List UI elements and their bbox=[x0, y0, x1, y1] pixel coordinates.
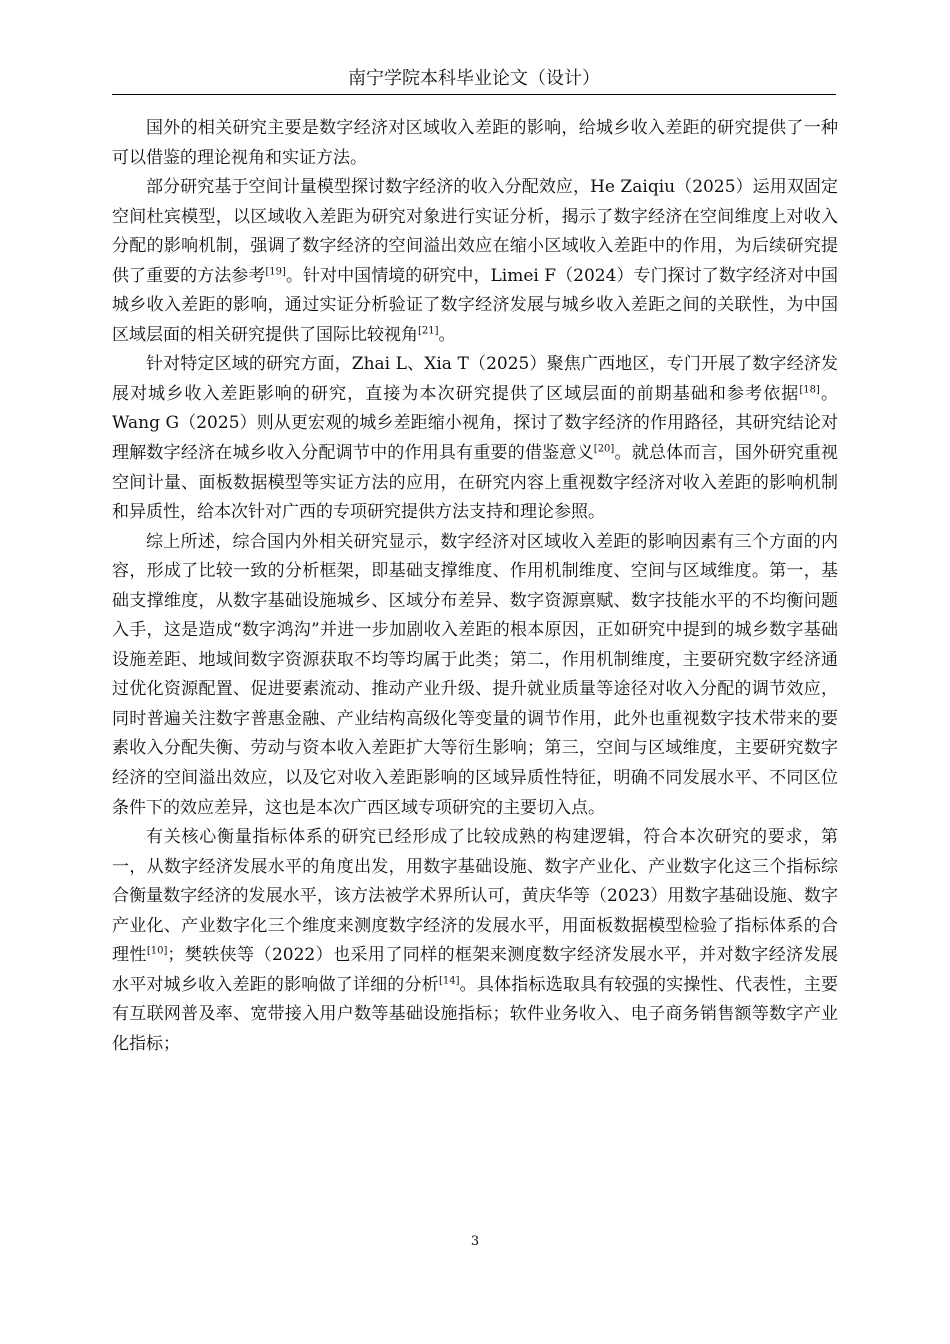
paragraph-text: 。Wang G（2025）则从更宏观的城乡差距缩小视角，探讨了数字经济的作用路径，其研究结论对理解数字经济在城乡收入分配调节中的作用具有重要的借鉴意义 bbox=[112, 383, 839, 464]
paragraph-text: ；樊轶侠等（2022）也采用了同样的框架来测度数字经济发展水平，并对数字经济发展水平对城乡收入差距的影响做了详细的分析 bbox=[112, 945, 839, 995]
paragraph bbox=[112, 114, 838, 173]
paragraph-text: 。就总体而言，国外研究重视空间计量、面板数据模型等实证方法的应用，在研究内容上重视数字经济对收入差距的影响机制和异质性，给本次针对广西的专项研究提供方法支持和理论参照。 bbox=[112, 443, 839, 523]
paragraph-text: 。具体指标选取具有较强的实操性、代表性，主要有互联网普及率、宽带接入用户数等基础设施指标；软件业务收入、电子商务销售额等数字产业化指标； bbox=[112, 974, 839, 1054]
paragraph-text: 。 bbox=[438, 324, 456, 345]
page-header bbox=[112, 66, 836, 95]
paragraph bbox=[112, 823, 838, 1059]
paragraph-text: 部分研究基于空间计量模型探讨数字经济的收入分配效应，He Zaiqiu（2025）运用双固定空间杜宾模型，以区域收入差距为研究对象进行实证分析，揭示了数字经济在空间维度上对收入分配的影响机制，强调了数字经济的空间溢出效应在缩小区域收入差距中的作用，为后续研究提供了重要的方法参考 bbox=[112, 177, 838, 286]
citation-ref: [21] bbox=[418, 325, 439, 337]
citation-ref: [18] bbox=[799, 384, 820, 396]
paragraph-text: 国外的相关研究主要是数字经济对区域收入差距的影响，给城乡收入差距的研究提供了一种可以借鉴的理论视角和实证方法。 bbox=[112, 118, 838, 168]
paragraph-text: 针对特定区域的研究方面，Zhai L、Xia T（2025）聚焦广西地区，专门开展了数字经济发展对城乡收入差距影响的研究，直接为本次研究提供了区域层面的前期基础和参考依据 bbox=[112, 354, 838, 404]
citation-ref: [20] bbox=[593, 443, 615, 455]
citation-ref: [10] bbox=[146, 945, 168, 957]
paragraph-text: 。针对中国情境的研究中，Limei F（2024）专门探讨了数字经济对中国城乡收入差距的影响，通过实证分析验证了数字经济发展与城乡收入差距之间的关联性，为中国区域层面的相关研究提供了国际比较视角 bbox=[112, 265, 839, 345]
body-text bbox=[112, 114, 838, 1060]
paragraph-text: 综上所述，综合国内外相关研究显示，数字经济对区域收入差距的影响因素有三个方面的内容，形成了比较一致的分析框架，即基础支撑维度、作用机制维度、空间与区域维度。第一，基础支撑维度，从数字基础设施城乡、区域分布差异、数字资源禀赋、数字技能水平的不均衡问题入手，这是造成“数字鸿沟”并进一步加剧收入差距的根本原因，正如研究中提到的城乡数字基础设施差距、地域间数字资源获取不均等均属于此类；第二，作用机制维度，主要研究数字经济通过优化资源配置、促进要素流动、推动产业升级、提升就业质量等途径对收入分配的调节效应，同时普遍关注数字普惠金融、产业结构高级化等变量的调节作用，此外也重视数字技术带来的要素收入分配失衡、劳动与资本收入差距扩大等衍生影响；第三，空间与区域维度，主要研究数字经济的空间溢出效应，以及它对收入差距影响的区域异质性特征，明确不同发展水平、不同区位条件下的效应差异，这也是本次广西区域专项研究的主要切入点。 bbox=[112, 531, 838, 818]
paragraph-text: 有关核心衡量指标体系的研究已经形成了比较成熟的构建逻辑，符合本次研究的要求，第一，从数字经济发展水平的角度出发，用数字基础设施、数字产业化、产业数字化这三个指标综合衡量数字经济的发展水平，该方法被学术界所认可，黄庆华等（2023）用数字基础设施、数字产业化、产业数字化三个维度来测度数字经济的发展水平，用面板数据模型检验了指标体系的合理性 bbox=[112, 827, 838, 966]
header-title: 南宁学院本科毕业论文（设计） bbox=[348, 68, 600, 89]
paragraph bbox=[112, 173, 838, 350]
page-number: 3 bbox=[470, 1234, 480, 1249]
citation-ref: [14] bbox=[438, 975, 460, 987]
citation-ref: [19] bbox=[265, 266, 286, 278]
paragraph bbox=[112, 350, 838, 527]
paragraph bbox=[112, 528, 838, 823]
